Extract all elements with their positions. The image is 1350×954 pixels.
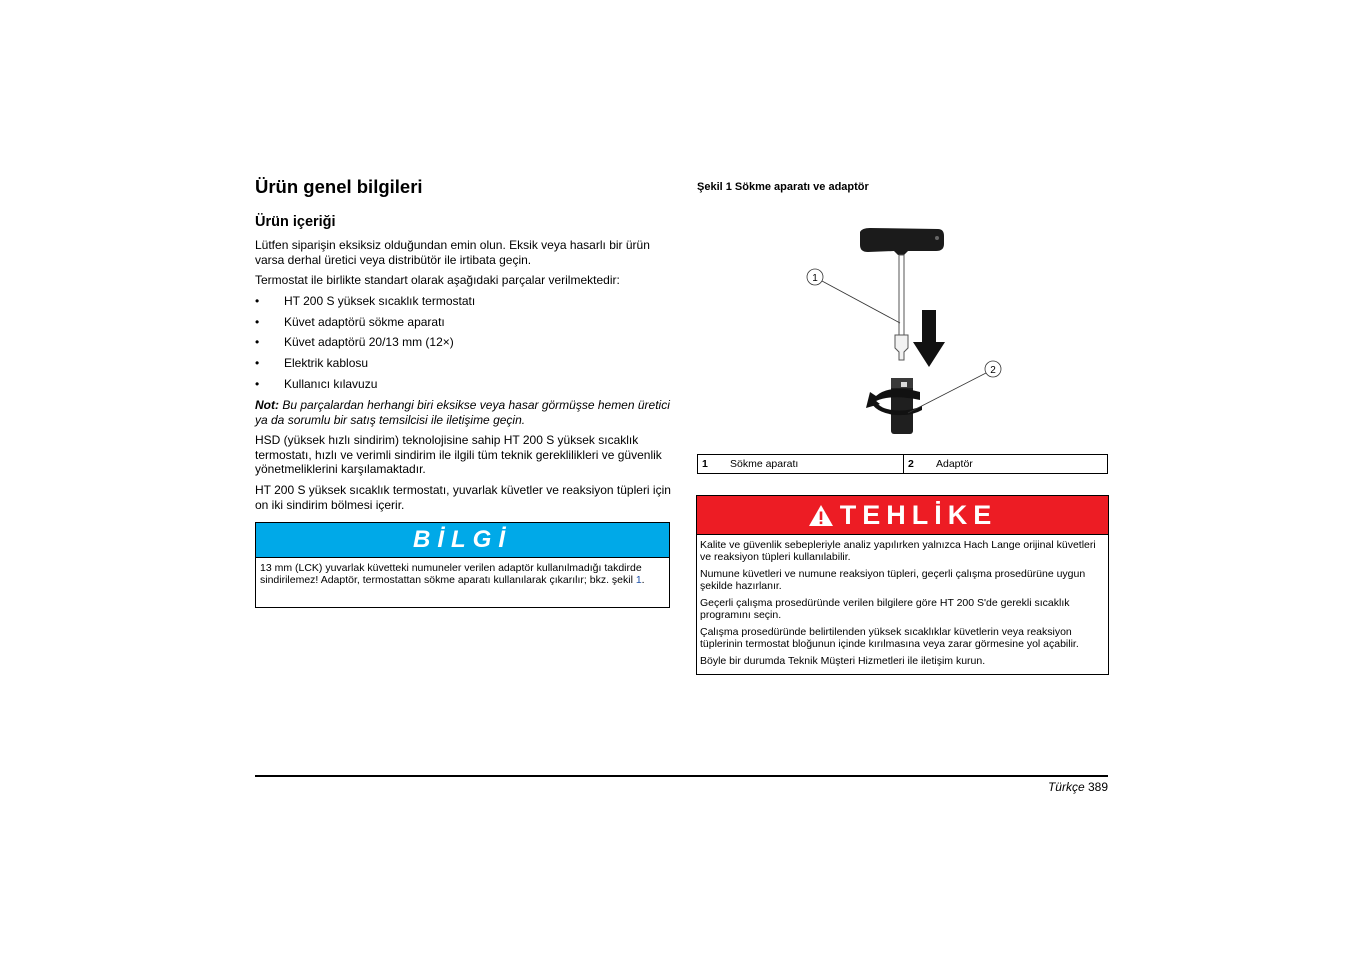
info-header	[256, 523, 669, 558]
legend-cell	[904, 455, 973, 473]
legend-label: Sökme aparatı	[730, 458, 799, 470]
legend-cell	[698, 455, 904, 473]
legend-label: Adaptör	[936, 458, 973, 470]
list-item	[255, 377, 675, 398]
info-body	[256, 558, 669, 590]
footer-divider	[255, 775, 1108, 777]
bullet-icon: •	[255, 376, 260, 391]
callout-1-label: 1	[812, 273, 818, 284]
list-item	[255, 356, 675, 377]
bullet-icon: •	[255, 356, 260, 371]
bullet-icon: •	[255, 314, 260, 329]
figure-reference-link[interactable]: 1	[635, 574, 642, 586]
compartments-paragraph: HT 200 S yüksek sıcaklık termostatı, yuvarlak küvetler ve reaksiyon tüpleri için on iki sindirim bölmesi içerir.	[255, 483, 671, 512]
note	[255, 398, 675, 427]
parts-intro-paragraph: Termostat ile birlikte standart olarak aşağıdaki parçalar verilmektedir:	[255, 273, 620, 287]
parts-list	[255, 294, 675, 397]
legend-number: 2	[908, 458, 914, 470]
danger-heading: TEHLİKE	[839, 499, 998, 530]
figure-caption: Şekil 1 Sökme aparatı ve adaptör	[697, 181, 869, 193]
section-title: Ürün genel bilgileri	[255, 176, 423, 197]
tool-tip	[895, 335, 908, 360]
intro-paragraph: Lütfen siparişin eksiksiz olduğundan emin olun. Eksik veya hasarlı bir ürün varsa derhal üretici veya distribütör ile irtibata geçin.	[255, 238, 650, 267]
footer-language: Türkçe	[1047, 780, 1085, 794]
note-label: Not:	[255, 398, 279, 412]
subsection-title: Ürün içeriği	[255, 214, 336, 230]
list-item-text: HT 200 S yüksek sıcaklık termostatı	[284, 294, 476, 308]
danger-item: Çalışma prosedüründe belirtilenden yüksek sıcaklıklar küvetlerin veya reaksiyon tüplerinin termostat bloğunun içinde kırılmasına veya zarar görmesine yol açabilir.	[700, 626, 1079, 650]
list-item-text: Küvet adaptörü sökme aparatı	[284, 314, 445, 329]
removal-tool-figure	[800, 220, 1020, 445]
hsd-paragraph: HSD (yüksek hızlı sindirim) teknolojisine sahip HT 200 S yüksek sıcaklık termostatı, hızlı ve verimli sindirim ile ilgili tüm teknik gereklilikleri ve güvenlik yönetmeliklerini karşılamaktadır.	[255, 433, 662, 476]
tool-handle	[860, 228, 944, 255]
note-text: Bu parçalardan herhangi biri eksikse veya hasar görmüşse hemen üretici ya da sorumlu bir satış temsilcisi ile iletişime geçin.	[255, 398, 670, 427]
danger-item: Böyle bir durumda Teknik Müşteri Hizmetleri ile iletişim kurun.	[700, 655, 986, 667]
list-item	[255, 294, 675, 315]
warning-triangle-icon	[808, 504, 834, 527]
danger-header	[697, 496, 1108, 535]
list-item	[255, 315, 675, 336]
page-number: 389	[1087, 780, 1108, 794]
callout-2-label: 2	[990, 365, 996, 376]
legend-number: 1	[702, 458, 708, 470]
info-text: 13 mm (LCK) yuvarlak küvetteki numuneler verilen adaptör kullanılmadığı takdirde sindirilemez! Adaptör, termostattan sökme aparatı kullanılarak çıkarılır; bkz. şekil	[260, 562, 642, 586]
info-box	[255, 522, 670, 608]
list-item	[255, 335, 675, 356]
danger-box	[696, 495, 1109, 675]
list-item-text: Küvet adaptörü 20/13 mm (12×)	[284, 335, 454, 350]
info-heading: BİLGİ	[413, 526, 512, 553]
bullet-icon: •	[255, 335, 260, 350]
list-item-text: Kullanıcı kılavuzu	[284, 376, 378, 391]
page-footer	[1048, 780, 1108, 794]
danger-item: Geçerli çalışma prosedüründe verilen bilgilere göre HT 200 S'de gerekli sıcaklık programını seçin.	[700, 597, 1070, 621]
info-text-end: .	[641, 574, 645, 586]
danger-body	[697, 535, 1108, 676]
list-item-text: Elektrik kablosu	[284, 356, 369, 371]
down-arrow-icon	[913, 310, 945, 367]
bullet-icon: •	[255, 294, 260, 308]
danger-item: Numune küvetleri ve numune reaksiyon tüpleri, geçerli çalışma prosedürüne uygun şekilde hazırlanır.	[700, 568, 1086, 592]
figure-legend-table	[697, 454, 1108, 474]
danger-item: Kalite ve güvenlik sebepleriyle analiz yapılırken yalnızca Hach Lange orijinal küvetleri ve reaksiyon tüpleri kullanılabilir.	[700, 539, 1096, 563]
